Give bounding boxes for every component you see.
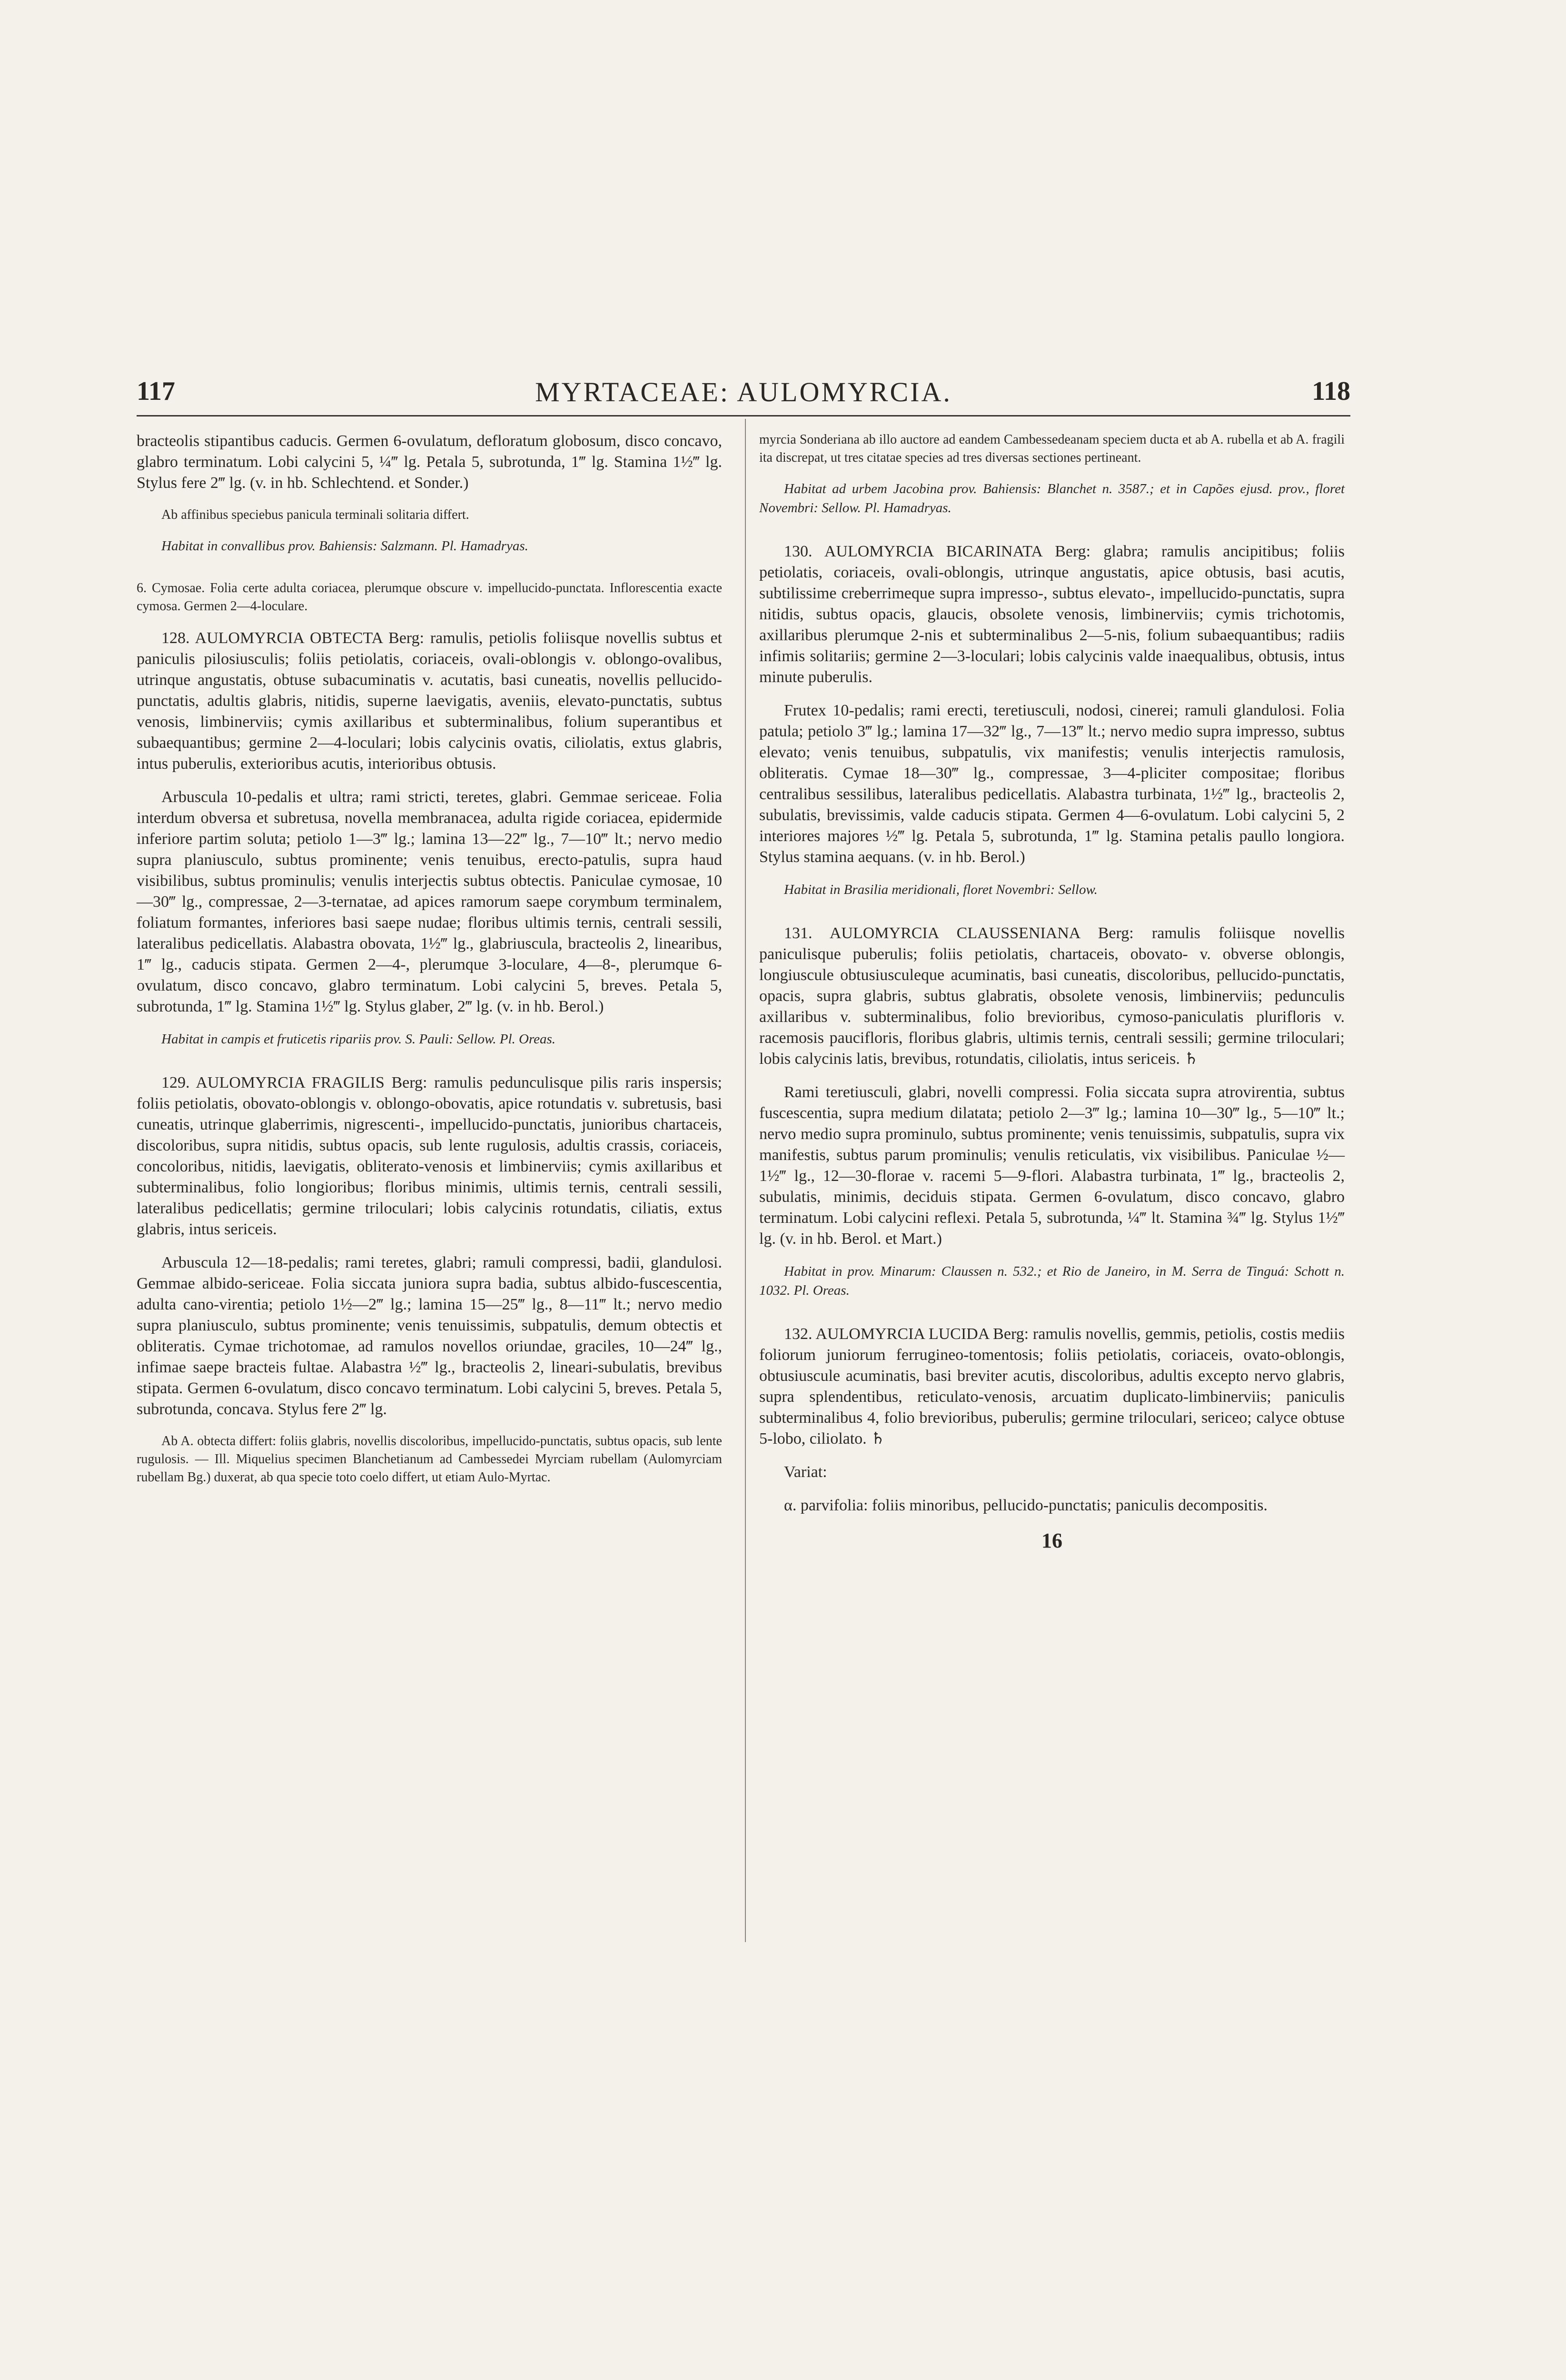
section-cymosae: 6. Cymosae. Folia certe adulta coriacea, plerumque obscure v. impellucido-punctata. Inflorescentia exacte cymosa. Germen 2—4-loculare.	[137, 581, 722, 614]
species-128-habitat: Habitat in campis et fruticetis ripariis prov. S. Pauli: Sellow. Pl. Oreas.	[161, 1031, 556, 1047]
header-rule	[137, 415, 1350, 416]
right-habitat-1: Habitat ad urbem Jacobina prov. Bahiensis: Blanchet n. 3587.; et in Capões ejusd. prov., floret Novembri: Sellow. Pl. Hamadryas.	[759, 481, 1345, 516]
species-131-description: Rami teretiusculi, glabri, novelli compressi. Folia siccata supra atrovirentia, subtus fuscescentia, supra medium dilatata; petiolo 2—3‴ lg.; lamina 10—30‴ lg., 5—10‴ lt.; nervo medio supra prominulo, subtus prominente; venis tenuissimis, subpatulis, supra vix manifestis, subtus parum prominulis; venulis reticulatis, vix visibilibus. Paniculae ½—1½‴ lg., 12—30-florae v. racemi 5—9-flori. Alabastra turbinata, 1‴ lg., bracteolis 2, subulatis, minimis, deciduis stipata. Germen 6-ovulatum, disco concavo, glabro terminatum. Lobi calycini reflexi. Petala 5, subrotunda, ¼‴ lt. Stamina ¾‴ lg. Stylus 1½‴ lg. (v. in hb. Berol. et Mart.)	[759, 1083, 1345, 1248]
species-132: 132. AULOMYRCIA LUCIDA Berg: ramulis novellis, gemmis, petiolis, costis mediis foliorum juniorum ferrugineo-tomentosis; foliis petiolatis, coriaceis, ovato-oblongis, obtusiuscule acuminatis, basi breviter acutis, discoloribus, adultis excepto nervo glabris, supra splendentibus, reticulato-venosis, arcuatim duplicato-limbinerviis; paniculis subterminalibus 4, folio brevioribus, puberulis; germine triloculari, sericeo; calyce obtuse 5-lobo, ciliolato. ♄	[759, 1325, 1345, 1448]
species-131-habitat: Habitat in prov. Minarum: Claussen n. 532.; et Rio de Janeiro, in M. Serra de Tinguá: Schott n. 1032. Pl. Oreas.	[759, 1264, 1345, 1298]
left-habitat-1: Habitat in convallibus prov. Bahiensis: Salzmann. Pl. Hamadryas.	[161, 538, 528, 554]
running-title: MYRTACEAE: AULOMYRCIA.	[535, 377, 952, 407]
species-130: 130. AULOMYRCIA BICARINATA Berg: glabra; ramulis ancipitibus; foliis petiolatis, coriaceis, ovali-oblongis, utrinque angustatis, apice obtusis, basi acutis, subtilissime creberrimeque supra impresso-, subtus elevato-, impellucido-punctatis, supra nitidis, subtus opacis, glaucis, obsolete venosis, limbinerviis; cymis trichotomis, axillaribus plerumque 2-nis et subterminalibus 2—5-nis, folium subaequantibus; radiis infimis solitariis; germine 2—3-loculari; lobis calycinis valde inaequalibus, obtusis, intus minute puberulis.	[759, 543, 1345, 686]
variat-label: Variat:	[784, 1463, 827, 1481]
left-column	[137, 431, 722, 1499]
species-130-habitat: Habitat in Brasilia meridionali, floret Novembri: Sellow.	[784, 882, 1098, 897]
species-129-description: Arbuscula 12—18-pedalis; rami teretes, glabri; ramuli compressi, badii, glandulosi. Gemmae albido-sericeae. Folia siccata juniora supra badia, subtus albido-fuscescentia, adulta cano-virentia; petiolo 1½—2‴ lg.; lamina 15—25‴ lg., 8—11‴ lt.; nervo medio supra planiusculo, subtus prominente; venis tenuissimis, subpatulis, demum obtectis et obliteratis. Cymae trichotomae, ad ramulos novellos oriundae, graciles, 10—24‴ lg., infimae saepe bracteis fultae. Alabastra ½‴ lg., bracteolis 2, lineari-subulatis, brevibus stipata. Germen 6-ovulatum, disco concavo terminatum. Lobi calycini 5, breves. Petala 5, subrotunda, concava. Stylus fere 2‴ lg.	[137, 1254, 722, 1418]
page-number-right: 118	[1312, 377, 1350, 406]
species-130-description: Frutex 10-pedalis; rami erecti, teretiusculi, nodosi, cinerei; ramuli glandulosi. Folia patula; petiolo 3‴ lg.; lamina 17—32‴ lg., 7—13‴ lt.; nervo medio supra impresso, subtus elevato; venis tenuibus, subpatulis, vix manifestis; venulis interjectis ramulosis, obliteratis. Cymae 18—30‴ lg., compressae, 3—4-pliciter compositae; floribus centralibus sessilibus, lateralibus pedicellatis. Alabastra turbinata, 1½‴ lg., bracteolis 2, subulatis, brevissimis, valde caducis stipata. Germen 4—6-ovulatum. Lobi calycini 5, 2 interiores majores ½‴ lg. Petala 5, subrotunda, 1‴ lg. Stamina petalis paullo longiora. Stylus stamina aequans. (v. in hb. Berol.)	[759, 702, 1345, 866]
page-header	[137, 376, 1350, 414]
species-129: 129. AULOMYRCIA FRAGILIS Berg: ramulis pedunculisque pilis raris inspersis; foliis petiolatis, obovato-oblongis v. oblongo-obovatis, apice rotundatis v. subretusis, basi cuneatis, utrinque glaberrimis, nigrescenti-, impellucido-punctatis, junioribus chartaceis, discoloribus, supra nitidis, subtus opacis, sub lente rugulosis, adultis crassis, coriaceis, concoloribus, nitidis, laevigatis, obliterato-venosis et limbinerviis; cymis axillaribus et subterminalibus, folio longioribus; floribus minimis, ultimis ternis, centrali sessili, lateralibus pedicellatis; germine triloculari; lobis calycinis rotundatis, ciliatis, extus glabris, intus sericeis.	[137, 1074, 722, 1238]
species-131: 131. AULOMYRCIA CLAUSSENIANA Berg: ramulis foliisque novellis paniculisque puberulis; foliis petiolatis, chartaceis, obovato- v. obverse oblongis, longiuscule obtusiusculeque acuminatis, basi cuneatis, discoloribus, pellucido-punctatis, opacis, supra glabris, subtus glabratis, obsolete venosis, limbinerviis; pedunculis axillaribus v. subterminalibus, folio brevioribus, cymoso-paniculatis plurifloris v. racemosis paucifloris, floribus glabris, ultimis ternis, centrali sessili; germine triloculari; lobis calycinis latis, brevibus, rotundatis, ciliolatis, intus sericeis. ♄	[759, 924, 1345, 1068]
left-paragraph-2: Ab affinibus speciebus panicula terminali solitaria differt.	[161, 507, 469, 522]
page-number-left: 117	[137, 377, 175, 406]
left-paragraph-1: bracteolis stipantibus caducis. Germen 6-ovulatum, defloratum globosum, disco concavo, glabro terminatum. Lobi calycini 5, ¼‴ lg. Petala 5, subrotunda, 1‴ lg. Stamina 1½‴ lg. Stylus fere 2‴ lg. (v. in hb. Schlechtend. et Sonder.)	[137, 432, 722, 492]
species-128-description: Arbuscula 10-pedalis et ultra; rami stricti, teretes, glabri. Gemmae sericeae. Folia interdum obversa et subretusa, novella membranacea, adulta rigide coriacea, epidermide inferiore partim soluta; petiolo 1—3‴ lg.; lamina 13—22‴ lg., 7—10‴ lt.; nervo medio supra planiusculo, subtus prominente; venis tenuibus, erecto-patulis, supra haud visibilibus, subtus prominulis; venulis interjectis subtus obtectis. Paniculae cymosae, 10—30‴ lg., compressae, 2—3-ternatae, ad apices ramorum saepe corymbum terminalem, foliatum formantes, inferiores basi saepe nudae; floribus ultimis ternis, centrali sessili, lateralibus pedicellatis. Alabastra obovata, 1½‴ lg., glabriuscula, bracteolis 2, linearibus, 1‴ lg., caducis stipata. Germen 2—4-, plerumque 3-loculare, 4—8-, plerumque 6-ovulatum, disco concavo, glabro terminatum. Lobi calycini 5, breves. Petala 5, subrotunda, 1‴ lg. Stamina 1½‴ lg. Stylus glaber, 2‴ lg. (v. in hb. Berol.)	[137, 788, 722, 1015]
species-129-note: Ab A. obtecta differt: foliis glabris, novellis discoloribus, impellucido-punctatis, subtus opacis, sub lente rugulosis. — Ill. Miquelius specimen Blanchetianum ad Cambessedei Myrciam rubellam (Aulomyrciam rubellam Bg.) duxerat, ab qua specie toto coelo differt, ut etiam Aulo-Myrtac.	[137, 1434, 722, 1485]
right-column	[759, 431, 1345, 1553]
variety-parvifolia: α. parvifolia: foliis minoribus, pellucido-punctatis; paniculis decompositis.	[784, 1497, 1268, 1514]
column-divider	[745, 419, 746, 1942]
species-128: 128. AULOMYRCIA OBTECTA Berg: ramulis, petiolis foliisque novellis subtus et paniculis pilosiusculis; foliis petiolatis, coriaceis, ovali-oblongis v. oblongo-ovalibus, utrinque angustatis, obtuse subacuminatis v. acutatis, basi cuneatis, novellis pellucido-punctatis, adultis glabris, nitidis, superne laevigatis, aveniis, elevato-punctatis, subtus venosis, limbinerviis; cymis axillaribus et subterminalibus, folium superantibus et subaequantibus; germine 2—4-loculari; lobis calycinis ovatis, ciliolatis, extus glabris, intus puberulis, exterioribus acutis, interioribus obtusis.	[137, 629, 722, 773]
signature-mark: 16	[1041, 1529, 1062, 1552]
right-paragraph-1: myrcia Sonderiana ab illo auctore ad eandem Cambessedeanam speciem ducta et ab A. rubella et ab A. fragili ita discrepat, ut tres citatae species ad tres diversas sectiones pertineant.	[759, 432, 1345, 465]
